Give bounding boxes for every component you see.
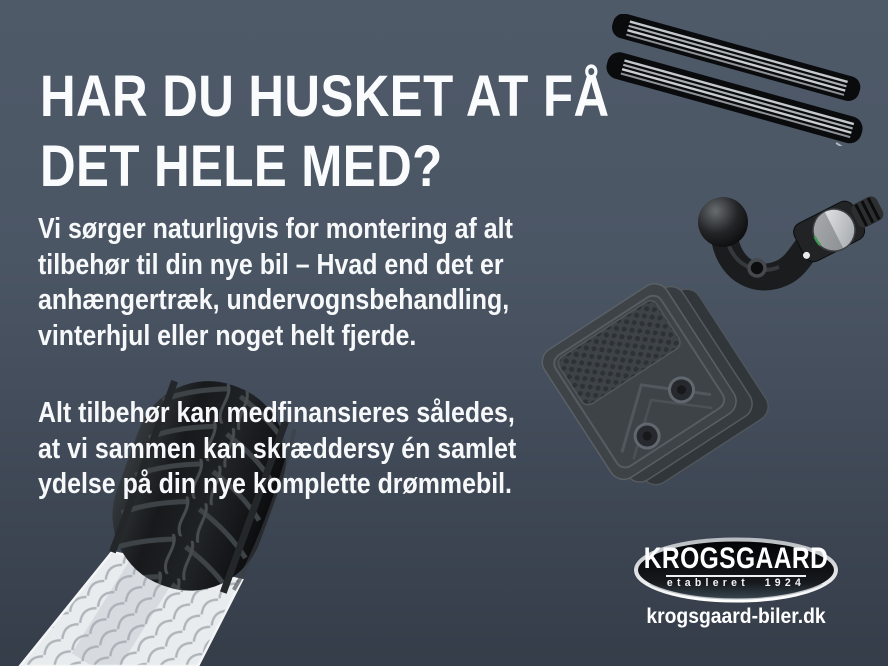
financing-line-1: Alt tilbehør kan medfinansieres således, [38, 397, 515, 429]
door-sill-trims-image [594, 14, 880, 146]
logo-brand-text: KROGSGAARD [643, 542, 829, 575]
dealer-logo [620, 532, 852, 610]
intro-paragraph [38, 212, 513, 354]
floor-mats-image [534, 268, 804, 503]
financing-paragraph [38, 396, 516, 503]
website-link[interactable]: krogsgaard-biler.dk [646, 605, 826, 628]
intro-line-4: vinterhjul eller noget helt fjerde. [38, 319, 417, 352]
towbar-ball [698, 197, 748, 247]
financing-line-2: at vi sammen kan skræddersy én samlet [38, 432, 517, 465]
headline [40, 62, 610, 202]
headline-line-2: DET HELE MED? [40, 134, 443, 199]
towbar-mount [789, 187, 888, 267]
headline-line-1: HAR DU HUSKET AT FÅ [40, 64, 610, 129]
intro-line-2: tilbehør til din nye bil – Hvad end det er [38, 248, 504, 281]
floor-mat-stack [537, 268, 774, 503]
intro-line-3: anhængertræk, undervognsbehandling, [38, 284, 510, 316]
logo-established-text: etableret 1924 [666, 577, 806, 589]
intro-line-1: Vi sørger naturligvis for montering af alt [38, 213, 513, 245]
financing-line-3: ydelse på din nye komplette drømmebil. [38, 468, 512, 500]
